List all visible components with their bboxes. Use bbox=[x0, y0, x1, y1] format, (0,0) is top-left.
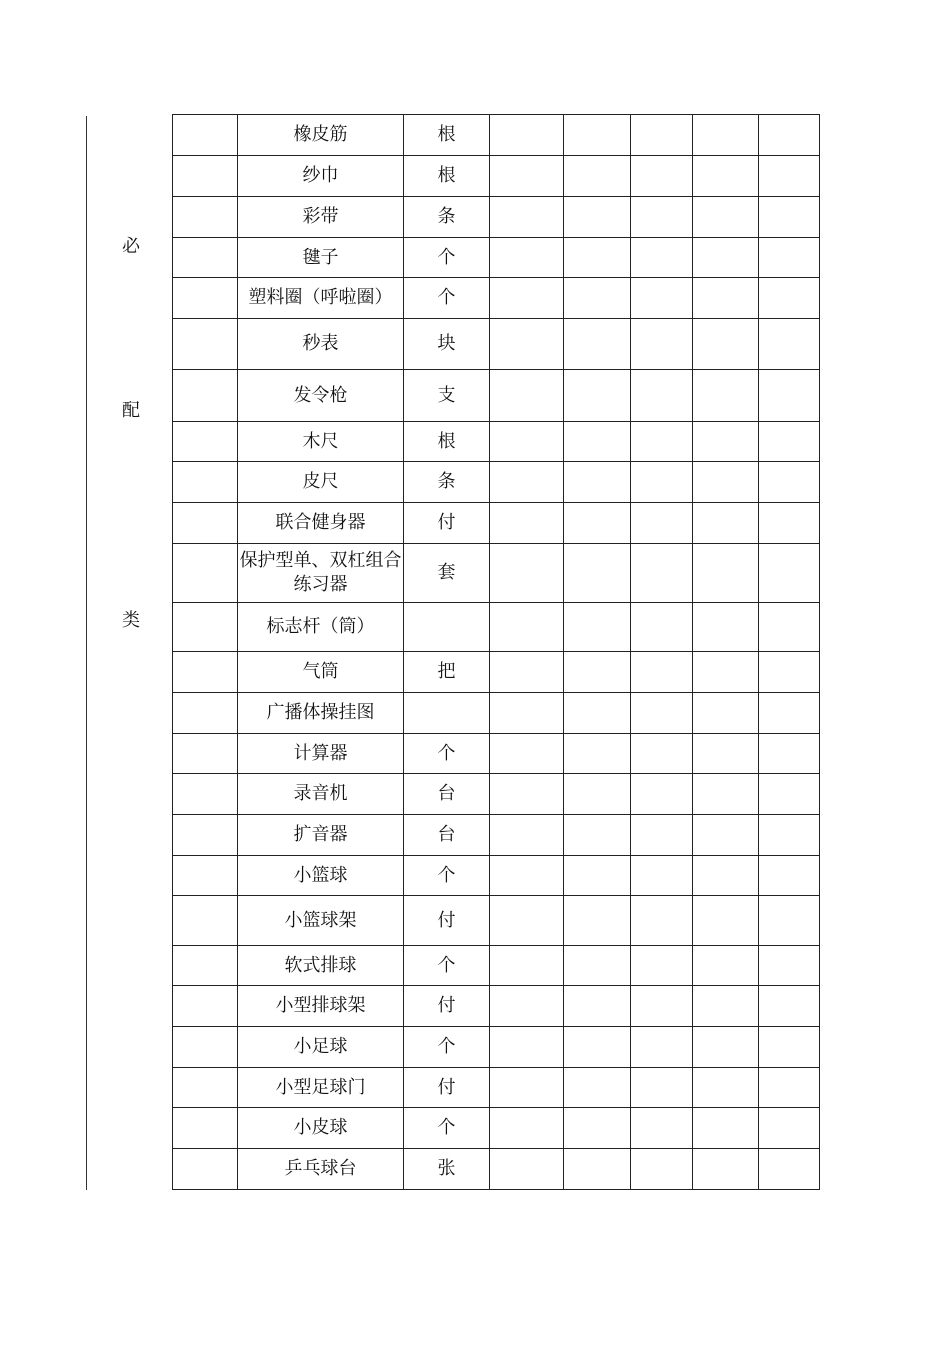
empty-cell bbox=[631, 774, 693, 815]
item-name-cell: 小皮球 bbox=[238, 1108, 404, 1149]
empty-cell bbox=[693, 370, 759, 422]
item-unit-cell bbox=[404, 693, 490, 734]
empty-cell bbox=[693, 238, 759, 278]
row-blank-cell bbox=[173, 503, 238, 544]
empty-cell bbox=[490, 774, 564, 815]
row-blank-cell bbox=[173, 278, 238, 319]
row-blank-cell bbox=[173, 1027, 238, 1068]
table-row bbox=[173, 503, 820, 544]
row-blank-cell bbox=[173, 319, 238, 370]
empty-cell bbox=[759, 370, 820, 422]
item-name-cell: 秒表 bbox=[238, 319, 404, 370]
item-unit-cell: 根 bbox=[404, 156, 490, 197]
table-row bbox=[173, 1108, 820, 1149]
empty-cell bbox=[631, 693, 693, 734]
empty-cell bbox=[693, 896, 759, 946]
empty-cell bbox=[564, 278, 631, 319]
row-blank-cell bbox=[173, 603, 238, 652]
empty-cell bbox=[490, 1068, 564, 1108]
empty-cell bbox=[759, 774, 820, 815]
item-name-cell: 木尺 bbox=[238, 422, 404, 462]
empty-cell bbox=[759, 1108, 820, 1149]
row-blank-cell bbox=[173, 896, 238, 946]
table-row bbox=[173, 815, 820, 856]
empty-cell bbox=[564, 370, 631, 422]
empty-cell bbox=[631, 1068, 693, 1108]
category-char-3: 类 bbox=[122, 610, 140, 631]
empty-cell bbox=[564, 815, 631, 856]
empty-cell bbox=[759, 278, 820, 319]
empty-cell bbox=[490, 462, 564, 503]
row-blank-cell bbox=[173, 693, 238, 734]
empty-cell bbox=[631, 815, 693, 856]
empty-cell bbox=[759, 503, 820, 544]
table-row bbox=[173, 856, 820, 896]
empty-cell bbox=[631, 319, 693, 370]
item-name-cell: 小型足球门 bbox=[238, 1068, 404, 1108]
empty-cell bbox=[564, 774, 631, 815]
table-row bbox=[173, 278, 820, 319]
row-blank-cell bbox=[173, 238, 238, 278]
empty-cell bbox=[490, 946, 564, 986]
item-unit-cell: 套 bbox=[404, 544, 490, 603]
category-char-2: 配 bbox=[122, 400, 140, 421]
table-row bbox=[173, 115, 820, 156]
empty-cell bbox=[693, 946, 759, 986]
empty-cell bbox=[759, 319, 820, 370]
empty-cell bbox=[759, 693, 820, 734]
row-blank-cell bbox=[173, 734, 238, 774]
item-unit-cell: 台 bbox=[404, 774, 490, 815]
empty-cell bbox=[759, 734, 820, 774]
table-row bbox=[173, 544, 820, 603]
item-unit-cell: 付 bbox=[404, 1068, 490, 1108]
empty-cell bbox=[693, 1149, 759, 1190]
item-name-cell: 皮尺 bbox=[238, 462, 404, 503]
empty-cell bbox=[564, 462, 631, 503]
item-unit-cell: 条 bbox=[404, 462, 490, 503]
empty-cell bbox=[564, 115, 631, 156]
empty-cell bbox=[693, 815, 759, 856]
empty-cell bbox=[759, 652, 820, 693]
item-unit-cell: 个 bbox=[404, 856, 490, 896]
item-unit-cell: 个 bbox=[404, 1027, 490, 1068]
empty-cell bbox=[631, 946, 693, 986]
empty-cell bbox=[490, 319, 564, 370]
empty-cell bbox=[490, 1149, 564, 1190]
item-unit-cell: 根 bbox=[404, 115, 490, 156]
table-row bbox=[173, 1027, 820, 1068]
empty-cell bbox=[631, 115, 693, 156]
item-unit-cell: 个 bbox=[404, 734, 490, 774]
row-blank-cell bbox=[173, 774, 238, 815]
item-unit-cell: 张 bbox=[404, 1149, 490, 1190]
empty-cell bbox=[631, 422, 693, 462]
row-blank-cell bbox=[173, 1068, 238, 1108]
empty-cell bbox=[693, 774, 759, 815]
empty-cell bbox=[759, 156, 820, 197]
empty-cell bbox=[631, 370, 693, 422]
empty-cell bbox=[631, 238, 693, 278]
empty-cell bbox=[693, 197, 759, 238]
empty-cell bbox=[693, 856, 759, 896]
empty-cell bbox=[759, 1027, 820, 1068]
empty-cell bbox=[631, 986, 693, 1027]
empty-cell bbox=[631, 734, 693, 774]
empty-cell bbox=[490, 652, 564, 693]
empty-cell bbox=[490, 278, 564, 319]
item-name-cell: 软式排球 bbox=[238, 946, 404, 986]
empty-cell bbox=[631, 462, 693, 503]
empty-cell bbox=[759, 603, 820, 652]
empty-cell bbox=[759, 856, 820, 896]
row-blank-cell bbox=[173, 946, 238, 986]
table-row bbox=[173, 422, 820, 462]
empty-cell bbox=[759, 544, 820, 603]
item-unit-cell: 个 bbox=[404, 946, 490, 986]
empty-cell bbox=[631, 603, 693, 652]
empty-cell bbox=[693, 652, 759, 693]
item-unit-cell bbox=[404, 603, 490, 652]
empty-cell bbox=[490, 370, 564, 422]
item-name-cell: 彩带 bbox=[238, 197, 404, 238]
table-row bbox=[173, 734, 820, 774]
empty-cell bbox=[759, 1149, 820, 1190]
item-name-cell: 小篮球架 bbox=[238, 896, 404, 946]
table-row bbox=[173, 370, 820, 422]
empty-cell bbox=[759, 1068, 820, 1108]
empty-cell bbox=[490, 1027, 564, 1068]
table-row bbox=[173, 693, 820, 734]
table-row bbox=[173, 197, 820, 238]
empty-cell bbox=[490, 856, 564, 896]
table-row bbox=[173, 896, 820, 946]
empty-cell bbox=[631, 544, 693, 603]
empty-cell bbox=[490, 197, 564, 238]
empty-cell bbox=[759, 896, 820, 946]
table-row bbox=[173, 1149, 820, 1190]
empty-cell bbox=[693, 1108, 759, 1149]
empty-cell bbox=[490, 1108, 564, 1149]
empty-cell bbox=[693, 1068, 759, 1108]
row-blank-cell bbox=[173, 370, 238, 422]
empty-cell bbox=[564, 544, 631, 603]
empty-cell bbox=[490, 693, 564, 734]
row-blank-cell bbox=[173, 156, 238, 197]
empty-cell bbox=[631, 652, 693, 693]
item-name-cell: 广播体操挂图 bbox=[238, 693, 404, 734]
empty-cell bbox=[631, 156, 693, 197]
empty-cell bbox=[631, 278, 693, 319]
empty-cell bbox=[564, 986, 631, 1027]
empty-cell bbox=[564, 693, 631, 734]
empty-cell bbox=[693, 544, 759, 603]
item-name-cell: 小型排球架 bbox=[238, 986, 404, 1027]
empty-cell bbox=[564, 238, 631, 278]
item-unit-cell: 条 bbox=[404, 197, 490, 238]
empty-cell bbox=[564, 503, 631, 544]
empty-cell bbox=[693, 462, 759, 503]
empty-cell bbox=[490, 603, 564, 652]
empty-cell bbox=[693, 319, 759, 370]
empty-cell bbox=[631, 1149, 693, 1190]
empty-cell bbox=[564, 856, 631, 896]
item-unit-cell: 付 bbox=[404, 896, 490, 946]
item-name-cell: 纱巾 bbox=[238, 156, 404, 197]
empty-cell bbox=[490, 115, 564, 156]
empty-cell bbox=[490, 422, 564, 462]
empty-cell bbox=[693, 156, 759, 197]
empty-cell bbox=[759, 462, 820, 503]
category-char-1: 必 bbox=[122, 236, 140, 257]
item-unit-cell: 付 bbox=[404, 503, 490, 544]
empty-cell bbox=[631, 1027, 693, 1068]
empty-cell bbox=[631, 503, 693, 544]
row-blank-cell bbox=[173, 544, 238, 603]
table-row bbox=[173, 946, 820, 986]
empty-cell bbox=[693, 115, 759, 156]
empty-cell bbox=[490, 896, 564, 946]
empty-cell bbox=[564, 197, 631, 238]
left-vertical-rule bbox=[86, 116, 87, 1190]
empty-cell bbox=[693, 693, 759, 734]
empty-cell bbox=[564, 652, 631, 693]
empty-cell bbox=[693, 1027, 759, 1068]
empty-cell bbox=[693, 986, 759, 1027]
table-row bbox=[173, 319, 820, 370]
empty-cell bbox=[564, 734, 631, 774]
empty-cell bbox=[490, 503, 564, 544]
empty-cell bbox=[759, 815, 820, 856]
empty-cell bbox=[564, 1149, 631, 1190]
empty-cell bbox=[693, 278, 759, 319]
row-blank-cell bbox=[173, 986, 238, 1027]
item-name-cell: 塑料圈（呼啦圈） bbox=[238, 278, 404, 319]
table-row bbox=[173, 603, 820, 652]
row-blank-cell bbox=[173, 652, 238, 693]
item-name-cell: 录音机 bbox=[238, 774, 404, 815]
equipment-table bbox=[172, 114, 820, 1190]
table-row bbox=[173, 238, 820, 278]
row-blank-cell bbox=[173, 1149, 238, 1190]
row-blank-cell bbox=[173, 856, 238, 896]
item-unit-cell: 付 bbox=[404, 986, 490, 1027]
empty-cell bbox=[759, 946, 820, 986]
item-name-cell: 乒乓球台 bbox=[238, 1149, 404, 1190]
table-row bbox=[173, 652, 820, 693]
item-unit-cell: 支 bbox=[404, 370, 490, 422]
table-row bbox=[173, 774, 820, 815]
row-blank-cell bbox=[173, 197, 238, 238]
empty-cell bbox=[759, 197, 820, 238]
item-name-cell: 发令枪 bbox=[238, 370, 404, 422]
item-name-cell: 小篮球 bbox=[238, 856, 404, 896]
item-unit-cell: 根 bbox=[404, 422, 490, 462]
empty-cell bbox=[490, 544, 564, 603]
row-blank-cell bbox=[173, 1108, 238, 1149]
empty-cell bbox=[490, 238, 564, 278]
item-name-cell: 小足球 bbox=[238, 1027, 404, 1068]
empty-cell bbox=[490, 815, 564, 856]
item-name-cell: 毽子 bbox=[238, 238, 404, 278]
empty-cell bbox=[759, 986, 820, 1027]
row-blank-cell bbox=[173, 422, 238, 462]
empty-cell bbox=[564, 603, 631, 652]
empty-cell bbox=[490, 986, 564, 1027]
item-name-cell: 气筒 bbox=[238, 652, 404, 693]
table-row bbox=[173, 156, 820, 197]
empty-cell bbox=[490, 156, 564, 197]
item-name-cell: 计算器 bbox=[238, 734, 404, 774]
empty-cell bbox=[490, 734, 564, 774]
empty-cell bbox=[564, 1027, 631, 1068]
empty-cell bbox=[564, 896, 631, 946]
table-row bbox=[173, 1068, 820, 1108]
row-blank-cell bbox=[173, 462, 238, 503]
empty-cell bbox=[564, 422, 631, 462]
empty-cell bbox=[693, 503, 759, 544]
item-unit-cell: 个 bbox=[404, 238, 490, 278]
empty-cell bbox=[631, 896, 693, 946]
empty-cell bbox=[759, 115, 820, 156]
empty-cell bbox=[564, 946, 631, 986]
empty-cell bbox=[759, 422, 820, 462]
empty-cell bbox=[564, 1108, 631, 1149]
table-row bbox=[173, 462, 820, 503]
empty-cell bbox=[759, 238, 820, 278]
table-row bbox=[173, 986, 820, 1027]
item-name-cell: 保护型单、双杠组合练习器 bbox=[238, 544, 404, 603]
item-unit-cell: 台 bbox=[404, 815, 490, 856]
empty-cell bbox=[631, 197, 693, 238]
empty-cell bbox=[693, 603, 759, 652]
item-name-cell: 扩音器 bbox=[238, 815, 404, 856]
empty-cell bbox=[631, 1108, 693, 1149]
row-blank-cell bbox=[173, 115, 238, 156]
equipment-rows bbox=[173, 115, 820, 1190]
item-unit-cell: 块 bbox=[404, 319, 490, 370]
empty-cell bbox=[564, 156, 631, 197]
empty-cell bbox=[693, 422, 759, 462]
empty-cell bbox=[564, 319, 631, 370]
item-name-cell: 橡皮筋 bbox=[238, 115, 404, 156]
item-unit-cell: 个 bbox=[404, 278, 490, 319]
row-blank-cell bbox=[173, 815, 238, 856]
item-unit-cell: 把 bbox=[404, 652, 490, 693]
empty-cell bbox=[631, 856, 693, 896]
item-name-cell: 标志杆（筒） bbox=[238, 603, 404, 652]
empty-cell bbox=[564, 1068, 631, 1108]
empty-cell bbox=[693, 734, 759, 774]
item-unit-cell: 个 bbox=[404, 1108, 490, 1149]
item-name-cell: 联合健身器 bbox=[238, 503, 404, 544]
